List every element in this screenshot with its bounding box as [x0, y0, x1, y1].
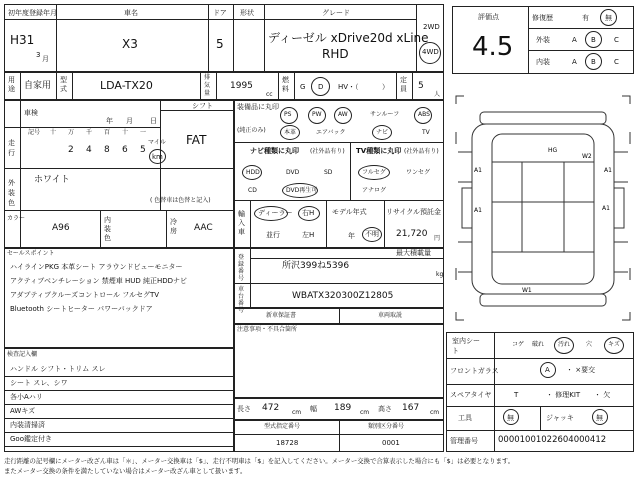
manual: 車両取説	[378, 312, 403, 319]
height-label: 高さ	[378, 405, 392, 413]
equip-item: TV	[422, 129, 430, 136]
equip-item: 本革	[284, 129, 297, 136]
tv-item: ワンセグ	[406, 169, 431, 176]
mgmt-value: 00001001022604000412	[498, 435, 607, 445]
mile-label: マイル	[148, 139, 166, 146]
import-parallel: 並行	[266, 231, 280, 239]
ac-label: 冷房	[170, 218, 177, 235]
footer-line2: またメーター交換の条件を満たしていない場合はメーター改ざん車として扱います。	[4, 467, 247, 475]
mileage-digit: 6	[122, 145, 128, 155]
inspect-label: 車検	[24, 109, 38, 117]
model-year-unknown: 不明	[365, 230, 379, 238]
spare-t: T	[514, 391, 519, 399]
inspector-line-rule	[4, 446, 234, 447]
equip-item: ナビ	[376, 129, 389, 136]
width-unit: cm	[360, 409, 370, 416]
mileage-unit: 百	[104, 129, 111, 136]
mileage-unit: 一	[140, 129, 147, 136]
tv-item: アナログ	[362, 187, 387, 194]
navi-item: HDD	[246, 169, 260, 176]
inspector-line: 各小Aハリ	[10, 393, 43, 401]
reg-month-unit: 月	[42, 55, 49, 63]
navi-sub: (社外品有り)	[310, 148, 345, 155]
grade-line2: RHD	[322, 47, 349, 61]
mileage-digit: 8	[104, 145, 110, 155]
inspector-line-rule	[4, 432, 234, 433]
disp-value: 1995	[230, 81, 253, 91]
fuel-d: D	[318, 83, 324, 91]
grade-label: グレード	[322, 9, 350, 17]
int-label: 内装	[536, 58, 550, 66]
reg-label: 初年度登録年月	[8, 9, 57, 17]
trim-label: 内装色	[104, 216, 111, 242]
width-value: 189	[334, 403, 352, 413]
jack-label: ジャッキ	[546, 414, 574, 422]
color-code: A96	[52, 223, 70, 233]
spare-label: スペアタイヤ	[450, 391, 492, 399]
seat-item: キズ	[608, 341, 620, 348]
jack-value: 無	[596, 414, 603, 422]
inspect-month: 月	[126, 117, 133, 125]
exterior-color: ホワイト	[34, 175, 70, 185]
mileage-unit: 十	[122, 129, 129, 136]
load-label: 最大積載量	[396, 249, 431, 257]
equip-item: AW	[338, 111, 348, 118]
spare-kit: ・ 修理KIT	[546, 391, 581, 399]
seat-item: 破れ	[532, 341, 545, 348]
mileage-unit: 千	[86, 129, 93, 136]
disp-unit: cc	[266, 91, 273, 98]
sales-point-label: セールスポイント	[7, 250, 55, 257]
mileage-digit: 2	[68, 145, 74, 155]
svg-text:W1: W1	[522, 287, 532, 294]
cap-unit: 人	[434, 91, 441, 98]
color-code-label: カラー	[7, 215, 26, 222]
fuel-close: ）	[382, 83, 389, 91]
fuel-hv: HV・（	[338, 83, 359, 91]
fuel-g: G	[300, 83, 306, 91]
chassis-value: WBATX320300Z12805	[292, 291, 394, 301]
len-value: 472	[262, 403, 280, 413]
name-label: 車名	[124, 9, 138, 17]
int-a: A	[572, 58, 577, 66]
reg-year: H31	[10, 33, 35, 47]
inspector-line-rule	[4, 404, 234, 405]
car-name: X3	[122, 37, 138, 51]
registration-value: 所沢399ね5396	[282, 261, 350, 271]
seat-label: 室内シート	[452, 337, 480, 355]
navi-item: DVD	[286, 169, 300, 176]
inspector-label: 検査記入欄	[7, 351, 38, 358]
equip-sub: (純正のみ)	[237, 127, 266, 134]
inspector-line: Goo鑑定付き	[10, 435, 52, 443]
fuel-label: 燃料	[282, 76, 289, 93]
cat-code-value: 0001	[382, 439, 400, 447]
model-year-year: 年	[348, 232, 355, 240]
int-c: C	[614, 58, 619, 66]
digits-label: 記号	[28, 129, 41, 136]
sales-line: アクティブベンチレーション 禁煙車 HUD 純正HDDナビ	[10, 277, 188, 285]
int-b: B	[591, 58, 596, 66]
navi-item: CD	[248, 187, 257, 194]
inspector-line: 内装清掃済	[10, 421, 45, 429]
navi-item: DVD再生可	[286, 187, 318, 194]
spare-none: ・ 欠	[594, 391, 611, 399]
exterior-note: ( 色替車は色替と記入)	[150, 197, 211, 204]
svg-text:HG: HG	[548, 147, 558, 154]
seat-item: 穴	[586, 341, 593, 348]
svg-text:A1: A1	[602, 205, 610, 212]
ext-a: A	[572, 36, 577, 44]
tool-value: 無	[507, 414, 514, 422]
equip-item: ABS	[418, 111, 430, 118]
seat-item: 汚れ	[558, 341, 571, 348]
inspector-line: シート スレ、シワ	[10, 379, 68, 387]
mileage-digit: 5	[140, 145, 146, 155]
ext-c: C	[614, 36, 619, 44]
repair-yes: 有	[582, 14, 589, 22]
repair-no: 無	[605, 14, 612, 22]
ext-label: 外装	[536, 36, 550, 44]
import-left: 左H	[302, 231, 315, 239]
load-unit: kg	[436, 271, 444, 278]
mgmt-label: 管理番号	[450, 437, 478, 445]
doors-value: 5	[216, 37, 224, 51]
repair-label: 修復歴	[532, 14, 553, 22]
len-unit: cm	[292, 409, 302, 416]
inspect-year: 年	[106, 117, 113, 125]
footer-line1: 走行距離の記号欄にメーター改ざん車は「＊」、メーター交換車は「$」、走行不明車は「$」を記入してください。メーター交換で合算表示した場合にも「$」は必要となります。	[4, 457, 515, 465]
equip-item: サンルーフ	[370, 111, 400, 118]
doors-label: ドア	[213, 9, 227, 17]
notes-label: 注意事項・不具合箇所	[237, 326, 298, 333]
inspector-line-rule	[4, 376, 234, 377]
glass-note: ・ ×要交	[566, 366, 596, 374]
recycle-value: 21,720	[396, 229, 428, 239]
sales-line: Bluetooth シートヒーター パワーバックドア	[10, 305, 153, 313]
glass-label: フロントガラス	[450, 367, 499, 375]
km-label: km	[152, 153, 163, 161]
inspect-day: 日	[150, 117, 157, 125]
equip-item: エアバック	[316, 129, 346, 136]
car-diagram	[452, 92, 634, 324]
navi-label: ナビ種類に丸印	[250, 147, 299, 155]
tool-label: 工具	[458, 414, 472, 422]
svg-text:A1: A1	[474, 207, 482, 214]
exterior-label: 外装色	[8, 179, 15, 207]
score-label: 評価点	[478, 13, 499, 21]
sales-line: アダプティブクルーズコントロール フルセグTV	[10, 291, 160, 299]
grade-line1: ディーゼル xDrive20d xLine	[268, 31, 429, 45]
width-label: 幅	[310, 405, 317, 413]
drive-2wd: 2WD	[423, 23, 440, 31]
equip-label: 装備品に丸印	[237, 103, 279, 111]
shape-label: 形状	[240, 9, 254, 17]
shift-value: FAT	[186, 133, 207, 147]
mileage-unit: 十	[50, 129, 57, 136]
inspector-line-rule	[4, 418, 234, 419]
recycle-unit: 円	[434, 235, 441, 242]
inspector-line: ハンドル シフト・トリム スレ	[10, 365, 106, 373]
mileage-unit: 万	[68, 129, 75, 136]
equip-item: PS	[284, 111, 292, 118]
type-code-label: 型式指定番号	[264, 423, 301, 430]
mileage-digit: 4	[86, 145, 92, 155]
tv-label: TV種類に丸印	[356, 147, 402, 155]
cap-label: 定員	[400, 76, 407, 93]
tv-sub: (社外品有り)	[404, 148, 439, 155]
type-label: 型式	[60, 76, 67, 93]
use-label: 用途	[8, 76, 15, 93]
import-right: 右H	[302, 209, 315, 217]
svg-text:A1: A1	[604, 167, 612, 174]
reg-month: 3	[36, 51, 41, 59]
cap-value: 5	[418, 81, 424, 91]
type-code-value: 18728	[276, 439, 299, 447]
model-year-label: モデル年式	[332, 208, 367, 216]
tv-item: フルセグ	[362, 169, 386, 176]
ac-value: AAC	[194, 223, 213, 233]
use-value: 自家用	[24, 81, 52, 91]
shift-label: シフト	[192, 102, 213, 110]
navi-item: SD	[324, 169, 333, 176]
row2	[4, 72, 444, 100]
mileage-label: 走行	[8, 139, 15, 157]
new-car-warranty: 新車保証書	[266, 312, 297, 319]
glass-a: A	[545, 366, 550, 374]
recycle-label: リサイクル預託金	[386, 208, 442, 216]
registration-label: 登録番号	[238, 254, 245, 282]
height-value: 167	[402, 403, 420, 413]
inspector-line: AWキズ	[10, 407, 36, 415]
inspector-line-rule	[4, 390, 234, 391]
sales-line: ハイラインPKG 本革シート アラウンドビューモニター	[10, 263, 183, 271]
drive-4wd: 4WD	[422, 48, 439, 56]
chassis-label: 車台番号	[238, 286, 245, 314]
type-value: LDA-TX20	[100, 79, 153, 92]
height-unit: cm	[430, 409, 440, 416]
equip-item: PW	[312, 111, 322, 118]
len-label: 長さ	[237, 405, 251, 413]
notes-box	[234, 324, 444, 398]
svg-text:W2: W2	[582, 153, 592, 160]
cat-code-label: 類別区分番号	[368, 423, 405, 430]
score-value: 4.5	[472, 32, 514, 62]
disp-label: 排気量	[204, 74, 211, 97]
import-dealer: ディーラー	[258, 209, 293, 217]
seat-item: コゲ	[512, 341, 525, 348]
svg-text:A1: A1	[474, 167, 482, 174]
import-label: 輸入車	[238, 210, 245, 236]
ext-b: B	[591, 36, 596, 44]
